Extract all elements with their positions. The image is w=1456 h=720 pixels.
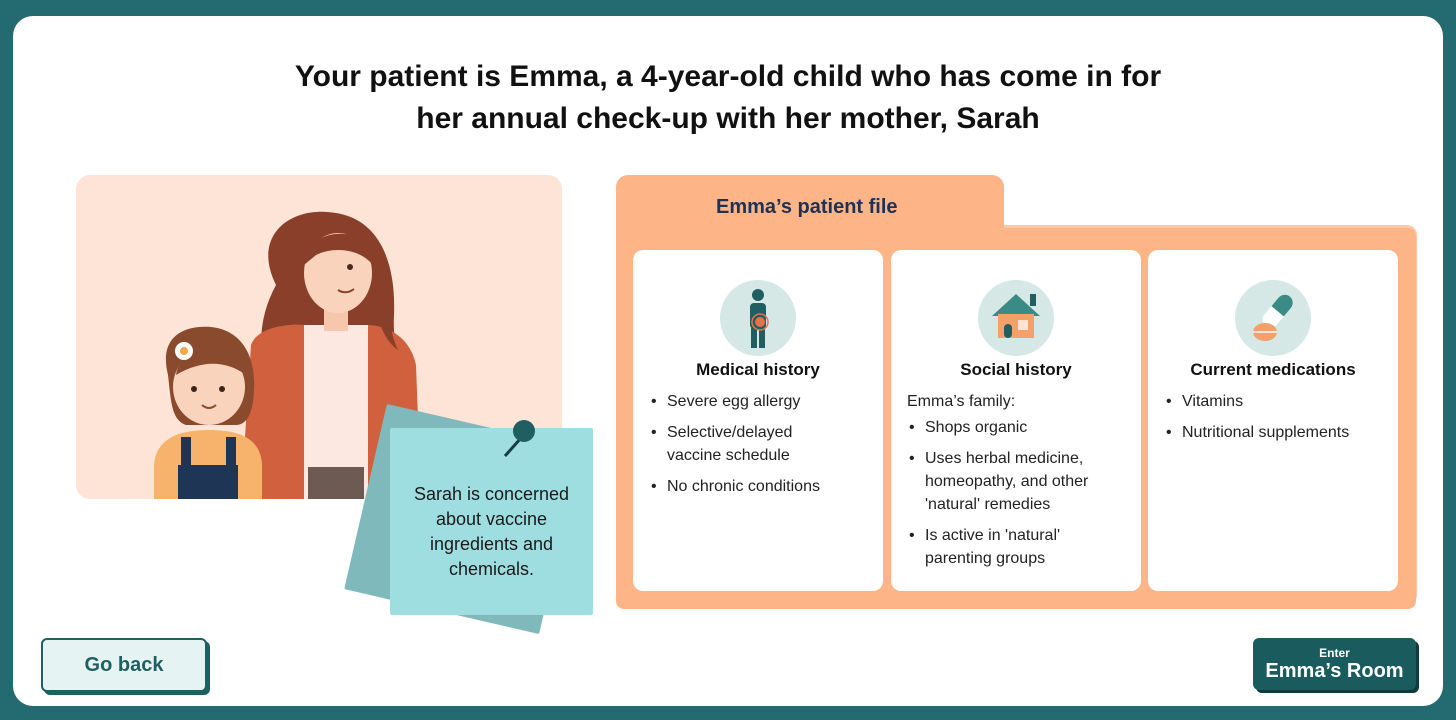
sticky-note-text: Sarah is concerned about vaccine ingredients and chemicals. bbox=[413, 484, 570, 579]
list-item: • Selective/delayed vaccine schedule bbox=[649, 421, 875, 467]
current-medications-heading: Current medications bbox=[1190, 360, 1356, 379]
current-medications-list bbox=[1164, 390, 1390, 452]
page-title bbox=[13, 56, 1443, 140]
medical-history-card bbox=[633, 250, 883, 591]
enter-room-button-small-label: Enter bbox=[1319, 646, 1350, 660]
social-history-card bbox=[891, 250, 1141, 591]
pushpin-icon bbox=[499, 416, 539, 462]
patient-file-title: Emma’s patient file bbox=[716, 196, 898, 218]
current-medications-card bbox=[1148, 250, 1398, 591]
list-item: • Vitamins bbox=[1164, 390, 1390, 413]
pills-icon bbox=[1235, 280, 1311, 356]
social-history-intro: Emma’s family: bbox=[907, 393, 1016, 410]
list-item: • Is active in 'natural' parenting groups bbox=[907, 524, 1133, 570]
medical-history-heading: Medical history bbox=[696, 360, 820, 379]
social-history-heading: Social history bbox=[960, 360, 1072, 379]
medical-history-list bbox=[649, 390, 875, 506]
list-item: • Uses herbal medicine, homeopathy, and other 'natural' remedies bbox=[907, 447, 1133, 516]
list-item: • Nutritional supplements bbox=[1164, 421, 1390, 444]
page-title-line-1: Your patient is Emma, a 4-year-old child who has come in for bbox=[294, 60, 1162, 93]
enter-room-button-label: Emma’s Room bbox=[1265, 660, 1404, 682]
house-icon bbox=[978, 280, 1054, 356]
list-item: • Shops organic bbox=[907, 416, 1133, 439]
go-back-button[interactable]: Go back bbox=[41, 638, 207, 692]
enter-room-button[interactable] bbox=[1253, 638, 1416, 690]
main-panel bbox=[13, 16, 1443, 706]
social-history-list bbox=[907, 416, 1133, 578]
list-item: • Severe egg allergy bbox=[649, 390, 875, 413]
person-stomach-icon bbox=[720, 280, 796, 356]
list-item: • No chronic conditions bbox=[649, 475, 875, 498]
page-title-line-2: her annual check-up with her mother, Sarah bbox=[416, 102, 1040, 135]
